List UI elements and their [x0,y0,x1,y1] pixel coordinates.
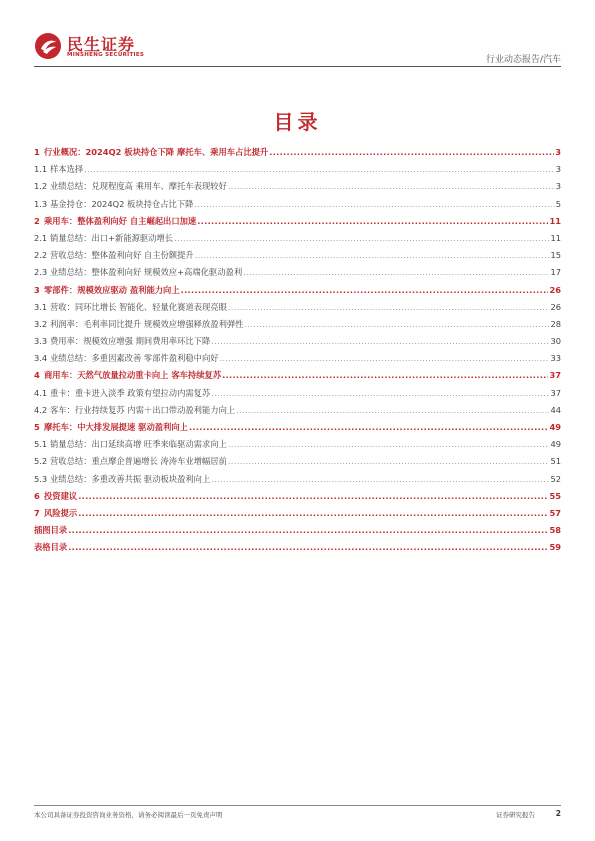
toc-entry-label [34,402,235,419]
toc-entry-page: 11 [549,215,561,226]
toc-entry-section[interactable] [34,402,561,419]
toc-entry-label [34,367,221,384]
toc-entry-number: 4.1 [34,387,48,398]
toc-entry-text: 销量总结：出口延续高增 旺季来临驱动需求向上 [50,439,227,450]
toc-entry-text: 业绩总结：多重因素改善 零部件盈利稳中向好 [50,353,219,364]
toc-entry-page: 28 [550,318,561,329]
toc-dot-leader [195,247,550,264]
toc-entry-text: 业绩总结：整体盈利向好 规模效应+高端化驱动盈利 [50,267,243,278]
toc-dot-leader [228,178,555,195]
toc-entry-page: 49 [550,439,561,450]
toc-entry-section[interactable] [34,436,561,453]
minsheng-logo-icon [34,32,62,60]
toc-dot-leader [211,333,549,350]
toc-entry-chapter[interactable] [34,539,561,556]
toc-entry-page: 51 [550,456,561,467]
toc-entry-number: 3.3 [34,336,48,347]
toc-entry-label [34,471,210,488]
toc-entry-page: 11 [550,232,561,243]
toc-dot-leader [197,213,548,230]
toc-entry-text: 营收：同环比增长 智能化、轻量化赛道表现亮眼 [50,301,227,312]
toc-entry-label [34,247,194,264]
toc-entry-text: 零部件：规模效应驱动 盈利能力向上 [44,284,180,295]
toc-entry-section[interactable] [34,247,561,264]
toc-entry-label [34,453,227,470]
toc-entry-text: 重卡：重卡进入淡季 政策有望拉动内需复苏 [50,387,211,398]
toc-entry-label [34,299,227,316]
header-divider [34,66,561,67]
toc-title: 目录 [273,110,322,134]
footer-disclaimer: 本公司具备证券投资咨询业务资格，请务必阅读最后一页免责声明 [34,811,223,819]
toc-entry-section[interactable] [34,161,561,178]
toc-entry-text: 业绩总结：兑现程度高 乘用车、摩托车表现较好 [50,181,227,192]
footer-report-type: 证券研究报告 [496,811,535,819]
toc-entry-number: 1.2 [34,181,48,192]
toc-entry-page: 33 [550,353,561,364]
toc-entry-label [34,316,243,333]
toc-entry-text: 插图目录 [34,525,68,536]
toc-dot-leader [189,419,549,436]
toc-entry-section[interactable] [34,333,561,350]
toc-dot-leader [78,488,548,505]
toc-dot-leader [194,196,554,213]
toc-entry-number: 3.4 [34,353,48,364]
toc-entry-label [34,230,173,247]
toc-entry-chapter[interactable] [34,144,561,161]
toc-dot-leader [243,264,549,281]
toc-entry-section[interactable] [34,178,561,195]
toc-entry-label [34,488,77,505]
company-logo [34,30,194,64]
toc-entry-number: 1 [34,147,40,157]
toc-entry-section[interactable] [34,264,561,281]
toc-entry-page: 52 [550,473,561,484]
toc-entry-text: 营收总结：重点摩企普遍增长 涛涛车业增幅居前 [50,456,227,467]
toc-entry-number: 2.1 [34,232,48,243]
toc-entry-page: 37 [550,387,561,398]
toc-entry-section[interactable] [34,230,561,247]
toc-entry-label [34,539,67,556]
toc-entry-text: 客车：行业持续复苏 内需＋出口带动盈利能力向上 [50,404,236,415]
toc-entry-section[interactable] [34,316,561,333]
toc-entry-section[interactable] [34,299,561,316]
toc-entry-text: 销量总结：出口+新能源驱动增长 [50,232,174,243]
toc-entry-chapter[interactable] [34,213,561,230]
toc-dot-leader [244,316,549,333]
toc-entry-label [34,264,242,281]
toc-entry-number: 2.2 [34,250,48,261]
toc-dot-leader [181,282,549,299]
logo-english-name: MINSHENG SECURITIES [67,52,145,58]
toc-entry-page: 57 [549,507,561,518]
logo-chinese-name: 民生证券 [67,35,136,54]
toc-entry-chapter[interactable] [34,367,561,384]
toc-entry-number: 5 [34,422,40,432]
toc-entry-text: 商用车：天然气放量拉动重卡向上 客车持续复苏 [44,370,222,381]
footer-divider [34,805,561,806]
toc-entry-chapter[interactable] [34,522,561,539]
toc-entry-page: 30 [550,336,561,347]
toc-entry-page: 26 [549,284,561,295]
toc-entry-page: 3 [555,147,561,157]
toc-entry-chapter[interactable] [34,419,561,436]
toc-entry-number: 2.3 [34,267,48,278]
toc-entry-label [34,419,188,436]
toc-entry-label [34,385,210,402]
toc-dot-leader [236,402,549,419]
toc-entry-page: 26 [550,301,561,312]
toc-entry-label [34,436,227,453]
toc-dot-leader [68,522,548,539]
toc-entry-section[interactable] [34,453,561,470]
toc-entry-number: 2 [34,215,40,226]
toc-entry-number: 1.3 [34,198,48,209]
toc-entry-chapter[interactable] [34,505,561,522]
toc-entry-number: 3 [34,284,40,295]
toc-entry-page: 55 [549,490,561,501]
toc-entry-chapter[interactable] [34,488,561,505]
toc-entry-label [34,161,83,178]
toc-entry-page: 37 [549,370,561,381]
toc-entry-label [34,144,268,161]
toc-entry-page: 49 [549,422,561,432]
toc-dot-leader [211,385,549,402]
toc-entry-page: 17 [550,267,561,278]
toc-entry-label [34,178,227,195]
toc-entry-number: 5.2 [34,456,48,467]
toc-entry-text: 摩托车：中大排发展提速 驱动盈利向上 [44,422,188,432]
toc-dot-leader [220,350,550,367]
toc-entry-number: 4 [34,370,40,381]
toc-entry-text: 业绩总结：多重改善共振 驱动板块盈利向上 [50,473,211,484]
toc-entry-number: 6 [34,490,40,501]
page-header [34,30,561,66]
toc-dot-leader [222,367,548,384]
toc-entry-page: 59 [549,542,561,553]
toc-entry-page: 3 [555,181,561,192]
toc-entry-label [34,196,193,213]
toc-dot-leader [174,230,549,247]
toc-entry-text: 行业概况：2024Q2 板块持仓下降 摩托车、乘用车占比提升 [44,147,269,157]
toc-entry-label [34,522,67,539]
toc-entry-text: 利润率：毛利率同比提升 规模效应增强释放盈利弹性 [50,318,244,329]
toc-entry-page: 5 [555,198,561,209]
toc-entry-text: 样本选择 [50,164,84,175]
toc-entry-text: 基金持仓：2024Q2 板块持仓占比下降 [50,198,194,209]
toc-entry-label [34,505,77,522]
toc-entry-section[interactable] [34,385,561,402]
toc-entry-page: 15 [550,250,561,261]
toc-entry-page: 58 [549,525,561,536]
toc-entry-label [34,282,180,299]
toc-entry-number: 3.1 [34,301,48,312]
toc-entry-label [34,213,196,230]
toc-entry-text: 费用率：规模效应增强 期间费用率环比下降 [50,336,211,347]
toc-entry-text: 乘用车：整体盈利向好 自主崛起出口加速 [44,215,197,226]
toc-entry-number: 4.2 [34,404,48,415]
toc-entry-text: 营收总结：整体盈利向好 自主份额提升 [50,250,194,261]
toc-entry-number: 1.1 [34,164,48,175]
toc-entry-label [34,350,219,367]
toc-entry-page: 44 [550,404,561,415]
toc-entry-chapter[interactable] [34,282,561,299]
toc-entry-number: 5.1 [34,439,48,450]
toc-dot-leader [84,161,555,178]
toc-entry-text: 表格目录 [34,542,68,553]
toc-entry-section[interactable] [34,350,561,367]
toc-dot-leader [228,299,550,316]
toc-dot-leader [269,144,554,161]
toc-entry-number: 5.3 [34,473,48,484]
toc-entry-section[interactable] [34,196,561,213]
table-of-contents [34,144,561,557]
toc-entry-text: 风险提示 [44,507,78,518]
toc-entry-number: 7 [34,507,40,518]
toc-dot-leader [68,539,548,556]
report-category: 行业动态报告/汽车 [485,55,561,65]
toc-entry-section[interactable] [34,471,561,488]
footer-page-number: 2 [555,809,561,818]
toc-dot-leader [211,471,549,488]
toc-dot-leader [78,505,548,522]
toc-dot-leader [228,436,550,453]
toc-entry-number: 3.2 [34,318,48,329]
toc-entry-label [34,333,210,350]
toc-entry-text: 投资建议 [44,490,78,501]
toc-dot-leader [228,453,550,470]
toc-entry-page: 3 [555,164,561,175]
